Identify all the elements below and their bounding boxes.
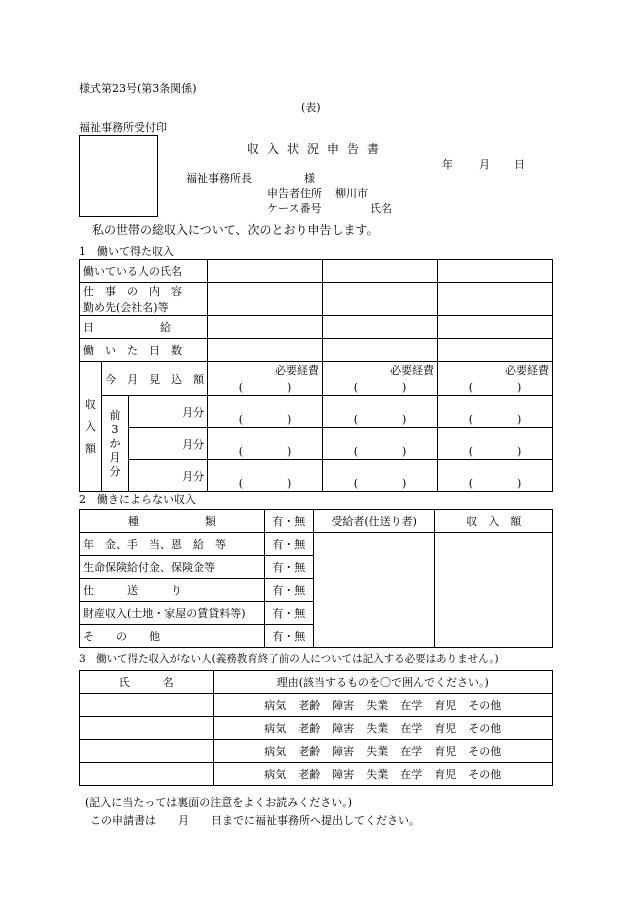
expense-cell[interactable]: 必要経費 ( ) (323, 362, 438, 396)
reception-stamp-box (79, 135, 158, 217)
month-amount-cell[interactable]: ( ) (208, 396, 323, 428)
row-daily-wage: 日 給 (80, 316, 208, 339)
expense-cell[interactable]: 必要経費 ( ) (438, 362, 553, 396)
col-recipient: 受給者(仕送り者) (313, 510, 435, 533)
yes-no-choice[interactable]: 有・無 (264, 556, 313, 579)
month-amount-cell[interactable]: ( ) (323, 428, 438, 460)
cell-input[interactable] (323, 283, 438, 316)
non-earned-income-table (79, 509, 553, 648)
income-type-pension: 年 金、手 当、恩 給 等 (80, 533, 265, 556)
job-label-1: 仕 事 の 内 容 (83, 285, 182, 298)
expense-cell[interactable]: 必要経費 ( ) (208, 362, 323, 396)
this-month-estimate: 今 月 見 込 額 (102, 362, 208, 396)
col-yes-no: 有・無 (264, 510, 313, 533)
cell-input[interactable] (208, 339, 323, 362)
month-amount-cell[interactable]: ( ) (438, 428, 553, 460)
month-amount-cell[interactable]: ( ) (208, 428, 323, 460)
col-type: 種 類 (80, 510, 265, 533)
footer-note: (記入に当たっては裏面の注意をよくお読みください。) (85, 796, 353, 809)
reason-options[interactable]: 病気 老齢 障害 失業 在学 育児 その他 (213, 694, 552, 717)
cell-input[interactable] (323, 316, 438, 339)
earned-income-table (79, 259, 553, 492)
footer-deadline: この申請書は 月 日までに福祉事務所へ提出してください。 (90, 814, 420, 827)
name-input[interactable] (80, 763, 214, 786)
name-input[interactable] (80, 740, 214, 763)
name-label: 氏名 (370, 202, 392, 215)
section3-heading: 3 働いて得た収入がない人(義務教育終了前の人については記入する必要はありません。) (79, 653, 499, 665)
form-side: (表) (301, 101, 321, 114)
row-work-days: 働 い た 日 数 (80, 339, 208, 362)
col-amount: 収 入 額 (435, 510, 553, 533)
cell-input[interactable] (438, 283, 553, 316)
no-earned-income-table (79, 670, 553, 786)
recipient-input[interactable] (313, 533, 435, 648)
month-label: 月分 (128, 428, 207, 460)
row-worker-name: 働いている人の氏名 (80, 260, 208, 283)
col-name: 氏 名 (80, 671, 214, 694)
address-city: 柳川市 (335, 187, 368, 200)
address-label: 申告者住所 (267, 187, 322, 200)
form-number: 様式第23号(第3条関係) (79, 82, 197, 95)
cell-input[interactable] (438, 339, 553, 362)
addressee: 福祉事務所長 (186, 172, 252, 185)
reason-options[interactable]: 病気 老齢 障害 失業 在学 育児 その他 (213, 717, 552, 740)
yes-no-choice[interactable]: 有・無 (264, 602, 313, 625)
prev-3-months-label: 前3か月分 (102, 396, 129, 492)
cell-input[interactable] (208, 283, 323, 316)
cell-input[interactable] (208, 260, 323, 283)
cell-input[interactable] (438, 316, 553, 339)
col-reason: 理由(該当するものを〇で囲んでください。) (213, 671, 552, 694)
yes-no-choice[interactable]: 有・無 (264, 579, 313, 602)
cell-input[interactable] (208, 316, 323, 339)
job-label-2: 勤め先(会社名)等 (83, 301, 169, 314)
name-input[interactable] (80, 717, 214, 740)
month-label: 月分 (128, 460, 207, 492)
cell-input[interactable] (323, 260, 438, 283)
stamp-label: 福祉事務所受付印 (79, 121, 167, 134)
month-amount-cell[interactable]: ( ) (323, 460, 438, 492)
date-year: 年 (442, 158, 453, 171)
section1-heading: 1 働いて得た収入 (79, 245, 174, 258)
month-label: 月分 (128, 396, 207, 428)
yes-no-choice[interactable]: 有・無 (264, 625, 313, 648)
date-month: 月 (479, 158, 490, 171)
income-type-remittance: 仕 送 り (80, 579, 265, 602)
cell-input[interactable] (323, 339, 438, 362)
cell-input[interactable] (438, 260, 553, 283)
reason-options[interactable]: 病気 老齢 障害 失業 在学 育児 その他 (213, 740, 552, 763)
month-amount-cell[interactable]: ( ) (208, 460, 323, 492)
section2-heading: 2 働きによらない収入 (79, 493, 196, 506)
yes-no-choice[interactable]: 有・無 (264, 533, 313, 556)
date-day: 日 (514, 158, 525, 171)
income-type-other: そ の 他 (80, 625, 265, 648)
page-title: 収入状況申告書 (247, 142, 388, 156)
reason-options[interactable]: 病気 老齢 障害 失業 在学 育児 その他 (213, 763, 552, 786)
intro-text: 私の世帯の総収入について、次のとおり申告します。 (92, 223, 379, 237)
row-job-content (80, 283, 208, 316)
name-input[interactable] (80, 694, 214, 717)
month-amount-cell[interactable]: ( ) (323, 396, 438, 428)
month-amount-cell[interactable]: ( ) (438, 460, 553, 492)
addressee-sama: 様 (304, 172, 315, 185)
income-type-property: 財産収入(土地・家屋の賃貸料等) (80, 602, 265, 625)
case-number-label: ケース番号 (267, 202, 322, 215)
income-amount-label: 収入額 (80, 362, 102, 492)
income-type-insurance: 生命保険給付金、保険金等 (80, 556, 265, 579)
amount-input[interactable] (435, 533, 553, 648)
month-amount-cell[interactable]: ( ) (438, 396, 553, 428)
